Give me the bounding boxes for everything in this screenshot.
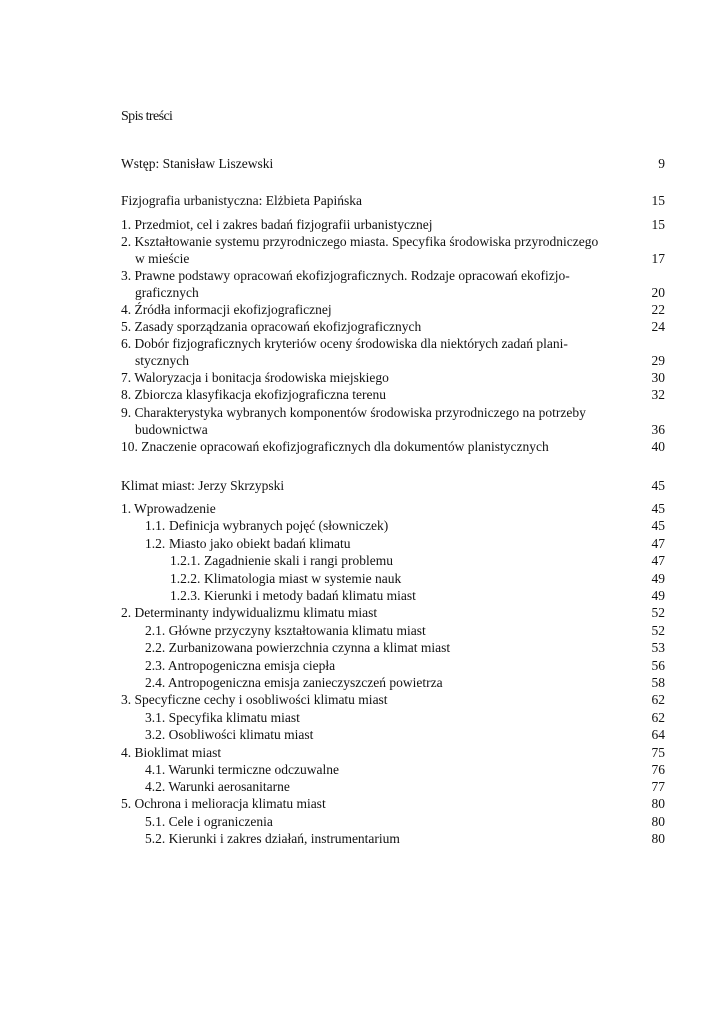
page-title: Spis treści <box>121 109 173 124</box>
toc-entry-page: 9 <box>658 156 665 171</box>
toc-entry-page: 80 <box>651 814 665 829</box>
toc-entry-page: 36 <box>651 422 665 437</box>
toc-entry-page: 80 <box>651 796 665 811</box>
toc-entry-page: 20 <box>651 285 665 300</box>
toc-entry <box>0 830 725 847</box>
toc-entry-page: 62 <box>651 710 665 725</box>
toc-entry <box>0 813 725 830</box>
toc-entry-page: 53 <box>651 640 665 655</box>
toc-entry <box>0 284 725 301</box>
toc-entry-title: 2.1. Główne przyczyny kształtowania klimatu miast <box>145 623 426 638</box>
toc-entry <box>0 674 725 691</box>
toc-entry-page: 29 <box>651 353 665 368</box>
toc-entry <box>0 216 725 233</box>
toc-entry-page: 40 <box>651 439 665 454</box>
toc-entry-title: 10. Znaczenie opracowań ekofizjograficznych dla dokumentów planistycznych <box>121 439 549 454</box>
toc-entry-number: 1. <box>121 501 132 516</box>
toc-entry-title: Klimat miast: Jerzy Skrzypski <box>121 478 285 493</box>
toc-entry <box>0 233 725 250</box>
toc-entry <box>0 552 725 569</box>
toc-entry <box>0 192 725 209</box>
toc-entry <box>0 517 725 534</box>
toc-entry-title: 3.2. Osobliwości klimatu miast <box>145 727 314 742</box>
toc-entry <box>0 421 725 438</box>
toc-entry <box>0 155 725 172</box>
toc-entry-page: 30 <box>651 370 665 385</box>
toc-entry-title: 3. Specyficzne cechy i osobliwości klimatu miast <box>121 692 388 707</box>
toc-entry-title: Wstęp: Stanisław Liszewski <box>121 156 274 171</box>
toc-entry-page: 56 <box>651 658 665 673</box>
toc-entry-page: 80 <box>651 831 665 846</box>
toc-entry-page: 24 <box>651 319 665 334</box>
toc-entry-page: 22 <box>651 302 665 317</box>
toc-entry-title: 9. Charakterystyka wybranych komponentów środowiska przyrodniczego na potrzeby <box>121 405 586 420</box>
toc-entry-title: 4.1. Warunki termiczne odczuwalne <box>145 762 339 777</box>
toc-entry <box>0 778 725 795</box>
toc-entry-title: 6. Dobór fizjograficznych kryteriów oceny środowiska dla niektórych zadań plani- <box>121 336 568 351</box>
toc-entry-page: 49 <box>651 588 665 603</box>
toc-entry <box>0 535 725 552</box>
toc-entry-title: 7. Waloryzacja i bonitacja środowiska miejskiego <box>121 370 389 385</box>
toc-entry-title: 8. Zbiorcza klasyfikacja ekofizjograficzna terenu <box>121 387 386 402</box>
toc-entry-page: 75 <box>651 745 665 760</box>
toc-entry-page: 49 <box>651 571 665 586</box>
toc-entry-title: stycznych <box>135 353 189 368</box>
toc-entry-title: Wprowadzenie <box>134 501 216 516</box>
toc-entry-page: 45 <box>651 478 665 493</box>
toc-entry-title: Miasto jako obiekt badań klimatu <box>169 536 351 551</box>
toc-entry-title: Zagadnienie skali i rangi problemu <box>204 553 393 568</box>
toc-entry <box>0 318 725 335</box>
toc-entry <box>0 267 725 284</box>
toc-entry-page: 47 <box>651 536 665 551</box>
toc-entry-title: Fizjografia urbanistyczna: Elżbieta Papińska <box>121 193 363 208</box>
toc-entry <box>0 709 725 726</box>
toc-entry-number: 1.2. <box>145 536 166 551</box>
toc-entry-page: 52 <box>651 605 665 620</box>
toc-entry <box>0 761 725 778</box>
toc-entry <box>0 657 725 674</box>
toc-entry-title: 2.2. Zurbanizowana powierzchnia czynna a klimat miast <box>145 640 451 655</box>
toc-entry <box>0 301 725 318</box>
toc-entry-title: 4. Źródła informacji ekofizjograficznej <box>121 302 332 317</box>
toc-entry <box>0 726 725 743</box>
toc-entry <box>0 335 725 352</box>
toc-entry <box>0 386 725 403</box>
toc-entry-title: 4. Bioklimat miast <box>121 745 222 760</box>
toc-entry-title: budownictwa <box>135 422 208 437</box>
toc-entry <box>0 369 725 386</box>
toc-entry-title: Klimatologia miast w systemie nauk <box>204 571 402 586</box>
toc-entry-page: 47 <box>651 553 665 568</box>
toc-entry-title: 5.2. Kierunki i zakres działań, instrumentarium <box>145 831 400 846</box>
toc-entry-title: 2.4. Antropogeniczna emisja zanieczyszczeń powietrza <box>145 675 443 690</box>
toc-entry-page: 45 <box>651 501 665 516</box>
toc-entry-title: Definicja wybranych pojęć (słowniczek) <box>169 518 389 533</box>
toc-entry-page: 17 <box>651 251 665 266</box>
toc-entry-page: 58 <box>651 675 665 690</box>
toc-entry-page: 64 <box>651 727 665 742</box>
toc-entry-title: 5. Ochrona i melioracja klimatu miast <box>121 796 326 811</box>
toc-entry-title: 3. Prawne podstawy opracowań ekofizjograficznych. Rodzaje opracowań ekofizjo- <box>121 268 570 283</box>
toc-entry-page: 15 <box>651 217 665 232</box>
toc-entry-title: 3.1. Specyfika klimatu miast <box>145 710 300 725</box>
toc-entry-page: 45 <box>651 518 665 533</box>
toc-entry-page: 15 <box>651 193 665 208</box>
toc-entry <box>0 404 725 421</box>
toc-entry-title: Kierunki i metody badań klimatu miast <box>204 588 416 603</box>
toc-entry-page: 52 <box>651 623 665 638</box>
toc-entry-number: 1.2.1. <box>170 553 201 568</box>
toc-entry-title: 5.1. Cele i ograniczenia <box>145 814 273 829</box>
toc-entry-number: 1.1. <box>145 518 166 533</box>
toc-entry <box>0 639 725 656</box>
toc-entry <box>0 691 725 708</box>
toc-entry <box>0 477 725 494</box>
toc-entry-title: 1. Przedmiot, cel i zakres badań fizjografii urbanistycznej <box>121 217 433 232</box>
toc-entry-title: 2. Kształtowanie systemu przyrodniczego miasta. Specyfika środowiska przyrodniczego <box>121 234 599 249</box>
toc-entry-page: 76 <box>651 762 665 777</box>
toc-entry <box>0 500 725 517</box>
toc-entry <box>0 250 725 267</box>
toc-entry-page: 77 <box>651 779 665 794</box>
toc-entry-page: 32 <box>651 387 665 402</box>
toc-entry-title: graficznych <box>135 285 199 300</box>
toc-entry <box>0 744 725 761</box>
toc-entry <box>0 604 725 621</box>
toc-entry-number: 1.2.3. <box>170 588 201 603</box>
toc-entry <box>0 587 725 604</box>
toc-entry <box>0 570 725 587</box>
toc-entry <box>0 352 725 369</box>
toc-entry-page: 62 <box>651 692 665 707</box>
toc-entry-title: 4.2. Warunki aerosanitarne <box>145 779 290 794</box>
toc-entry-title: 5. Zasady sporządzania opracowań ekofizjograficznych <box>121 319 422 334</box>
toc-entry-number: 1.2.2. <box>170 571 201 586</box>
toc-entry-title: w mieście <box>135 251 190 266</box>
toc-entry-title: 2. Determinanty indywidualizmu klimatu miast <box>121 605 378 620</box>
toc-entry <box>0 438 725 455</box>
toc-entry <box>0 622 725 639</box>
toc-entry-title: 2.3. Antropogeniczna emisja ciepła <box>145 658 336 673</box>
toc-entry <box>0 795 725 812</box>
